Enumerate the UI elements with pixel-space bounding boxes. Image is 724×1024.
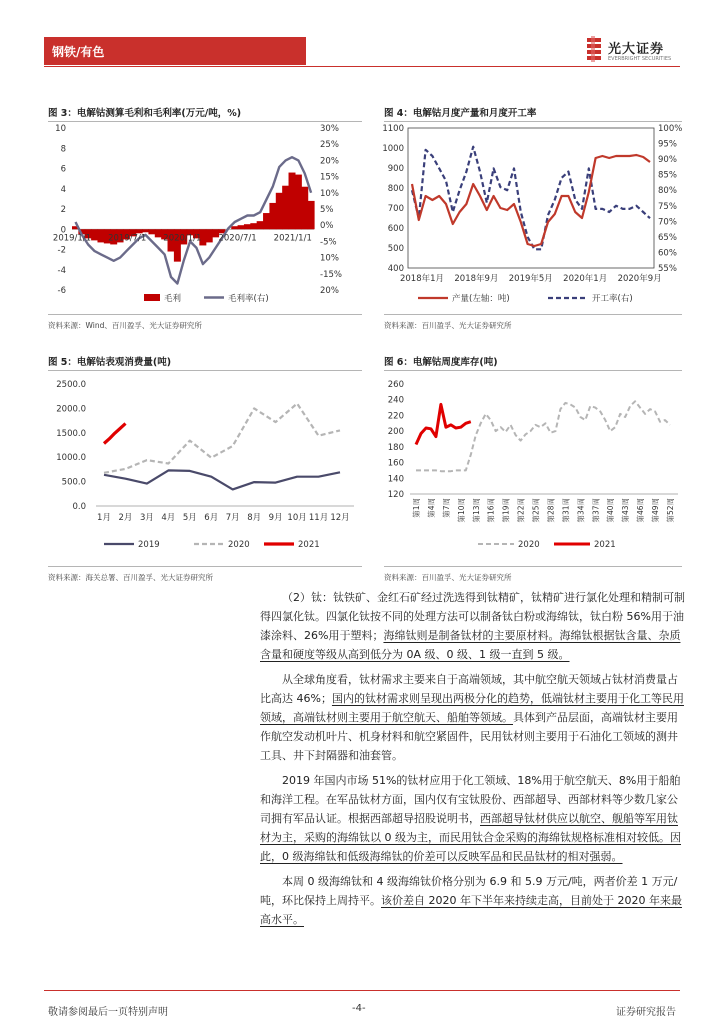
fig4-yright-tick: 80%: [658, 186, 677, 197]
fig6-x-tick: 第28周: [546, 498, 556, 523]
fig6-legend-2020-label: 2020: [518, 540, 540, 550]
fig3-source: 资料来源：Wind、百川盈孚、光大证券研究所: [48, 321, 202, 330]
fig3-bar: [282, 186, 289, 230]
fig6-y-tick: 160: [387, 458, 404, 469]
fig5-source: 资料来源：海关总署、百川盈孚、光大证券研究所: [48, 573, 213, 582]
fig5-legend-label: 2019: [138, 540, 160, 550]
p3-underlined: 西部超导钛材供应以航空、舰船等军用钛材为主，采购的海绵钛以 0 级为主，而民用钛合金采购的海绵钛规格标准相对较低。因此，0 级海绵钛和低级海绵钛的价差可以反映军品和民品钛材的相对强弱。: [260, 812, 681, 863]
fig3-yright-tick: 20%: [320, 286, 339, 296]
fig6-x-tick: 第31周: [561, 498, 571, 523]
fig6-x-tick: 第52周: [666, 498, 675, 523]
fig4-yleft-tick: 800: [387, 184, 404, 194]
fig4-yright-tick: 75%: [658, 201, 677, 212]
fig6-title: 图 6：电解钴周度库存(吨): [384, 357, 498, 368]
fig4-yleft-tick: 400: [387, 264, 404, 274]
fig5-y-tick: 0.0: [72, 502, 86, 512]
fig6-y-tick: 240: [387, 395, 404, 406]
header-rule: [44, 66, 680, 67]
p2-text: 从全球角度看，钛材需求主要来自于高端领域，其中航空航天领域占钛材消费量占比高达 46%；: [260, 673, 678, 705]
fig3-bar: [91, 229, 98, 240]
fig5-x-tick: 9月: [268, 513, 283, 523]
fig5-y-tick: 2000.0: [56, 404, 86, 415]
fig3-legend-bar-swatch: [144, 294, 160, 301]
fig3-x-tick: 2021/1/1: [273, 233, 312, 244]
fig3-yright-tick: 10%: [320, 188, 339, 199]
fig3-bar: [308, 201, 315, 229]
fig3-x-tick: 2020/1/1: [163, 233, 202, 244]
paragraph-domestic-market: [260, 771, 686, 866]
fig6-x-tick: 第40周: [606, 498, 616, 523]
section-title: 钢铁/有色: [52, 45, 105, 59]
fig5-y-tick: 2500.0: [56, 380, 86, 390]
fig3-yleft-tick: -2: [57, 245, 66, 256]
fig3-chart: [44, 122, 364, 308]
fig3-yright-tick: 10%: [320, 253, 339, 264]
fig4-output-line: [412, 155, 650, 246]
fig6-x-tick: 第46周: [636, 498, 646, 523]
fig6-x-tick: 第34周: [576, 498, 586, 523]
fig3-x-tick: 2019/7/1: [108, 233, 147, 244]
fig5-legend-label: 2021: [298, 540, 320, 550]
fig6-y-tick: 120: [387, 490, 404, 500]
footer-report-type: 证券研究报告: [616, 1007, 676, 1018]
fig3-yright-tick: 30%: [320, 124, 339, 134]
fig3-bar: [231, 226, 238, 229]
fig3-x-tick: 2019/1/1: [52, 233, 92, 244]
fig4-x-tick: 2018年1月: [399, 274, 445, 284]
fig3-yright-tick: 25%: [320, 140, 339, 151]
fig4-yleft-tick: 700: [387, 204, 404, 214]
fig6-x-tick: 第49周: [651, 498, 661, 523]
fig5-chart: [44, 372, 364, 558]
fig6-x-tick: 第43周: [621, 498, 631, 523]
fig6-x-tick: 第1周: [412, 498, 421, 518]
paragraph-global-demand: [260, 670, 686, 765]
fig6-bottom-rule: [384, 566, 682, 567]
fig3-yright-tick: 0%: [320, 221, 334, 232]
fig4-x-tick: 2018年9月: [454, 274, 499, 284]
fig3-x-tick: 2020/7/1: [218, 233, 257, 244]
fig3-bar: [257, 221, 264, 229]
fig5-title: 图 5：电解钴表观消费量(吨): [48, 357, 172, 368]
fig5-x-tick: 11月: [308, 513, 329, 523]
brand-name: 光大证券: [608, 42, 665, 57]
fig6-y-tick: 200: [387, 427, 404, 438]
fig6-line-2021: [416, 404, 471, 444]
fig5-title-rule: [48, 370, 362, 371]
p2-text-tail: 具体到产品层面，高端钛材主要用作航空发动机叶片、机身材料和航空紧固件，民用钛材则主要用于石油化工领域的测井工具、井下封隔器和油套管。: [260, 711, 678, 762]
fig3-yleft-tick: -6: [57, 286, 66, 296]
fig4-yright-tick: 55%: [658, 264, 677, 274]
fig3-yright-tick: 5%: [320, 205, 334, 215]
fig4-chart: [378, 122, 684, 308]
fig5-x-tick: 2月: [118, 513, 133, 523]
fig4-legend-output-label: 产量(左轴：吨): [452, 294, 510, 304]
paragraph-titanium-intro: [260, 588, 686, 664]
fig6-x-tick: 第25周: [531, 498, 541, 523]
p4-underlined: 该价差自 2020 年下半年来持续走高，目前处于 2020 年来最高水平。: [260, 894, 682, 926]
fig6-x-tick: 第4周: [426, 498, 436, 518]
fig6-x-tick: 第7周: [441, 498, 451, 518]
fig3-yright-tick: -15%: [320, 269, 342, 280]
fig6-x-tick: 第19周: [501, 498, 511, 523]
fig3-yright-tick: -5%: [320, 237, 337, 248]
fig4-yright-tick: 95%: [658, 139, 677, 150]
fig5-x-tick: 5月: [182, 513, 197, 523]
footer-disclaimer: 敬请参阅最后一页特别声明: [48, 1007, 168, 1018]
fig3-yleft-tick: -4: [57, 265, 66, 276]
fig5-x-tick: 8月: [247, 513, 262, 523]
fig4-yright-tick: 100%: [658, 124, 683, 134]
fig5-x-tick: 4月: [161, 513, 176, 523]
fig3-bar: [301, 187, 308, 230]
fig6-y-tick: 140: [387, 474, 404, 485]
fig3-yleft-tick: 6: [60, 164, 66, 175]
fig4-bottom-rule: [384, 314, 682, 315]
fig5-line-2020: [104, 404, 340, 473]
fig3-yright-tick: 15%: [320, 172, 339, 183]
fig3-yleft-tick: 0: [60, 225, 66, 236]
fig3-bar: [244, 224, 251, 229]
fig6-x-tick: 第10周: [456, 498, 466, 523]
fig5-bottom-rule: [48, 566, 362, 567]
fig6-chart: [378, 372, 684, 558]
fig3-bar: [142, 229, 149, 232]
fig6-source: 资料来源：百川盈孚、光大证券研究所: [384, 573, 512, 582]
fig5-x-tick: 7月: [225, 513, 240, 523]
fig5-legend-label: 2020: [228, 540, 250, 550]
fig3-yleft-tick: 4: [60, 184, 66, 195]
fig5-line-2021: [104, 424, 126, 444]
fig3-yleft-tick: 10: [55, 124, 66, 134]
fig3-bar: [289, 173, 296, 230]
fig4-yright-tick: 85%: [658, 170, 677, 181]
fig3-bottom-rule: [48, 314, 362, 315]
fig6-line-2020: [416, 401, 670, 471]
fig4-source: 资料来源：百川盈孚、光大证券研究所: [384, 321, 512, 330]
fig3-bar: [148, 229, 155, 234]
p4-text: 本周 0 级海绵钛和 4 级海绵钛价格分别为 6.9 和 5.9 万元/吨，两者价差 1 万元/吨，环比保持上周持平。: [260, 875, 678, 907]
fig4-x-tick: 2020年1月: [563, 274, 608, 284]
fig5-line-2019: [104, 470, 340, 489]
fig3-bar: [238, 225, 245, 229]
fig4-yleft-tick: 900: [387, 164, 404, 174]
fig4-x-tick: 2019年5月: [508, 274, 553, 284]
fig3-bar: [263, 213, 270, 229]
fig4-yleft-tick: 1000: [382, 144, 404, 154]
fig5-x-tick: 6月: [204, 513, 219, 523]
fig3-yleft-tick: 2: [60, 205, 66, 215]
fig5-y-tick: 500.0: [61, 477, 86, 488]
fig4-rate-line: [412, 147, 650, 250]
fig3-bar: [155, 229, 162, 237]
fig5-x-tick: 3月: [139, 513, 154, 523]
body-text: [260, 588, 686, 929]
fig4-plot-frame: [408, 128, 654, 268]
fig6-x-tick: 第22周: [516, 498, 526, 523]
fig6-title-rule: [384, 370, 682, 371]
fig3-bar: [250, 223, 257, 229]
fig3-legend-bar-label: 毛利: [164, 294, 182, 304]
fig4-yleft-tick: 600: [387, 224, 404, 234]
page-number: -4-: [352, 1003, 366, 1014]
fig3-bar: [206, 229, 213, 242]
fig4-yright-tick: 70%: [658, 217, 677, 228]
fig6-x-tick: 第13周: [471, 498, 481, 523]
fig4-yright-tick: 65%: [658, 232, 677, 243]
fig3-bar: [269, 203, 276, 229]
fig5-x-tick: 1月: [97, 513, 111, 523]
fig6-y-tick: 260: [387, 380, 404, 390]
fig6-y-tick: 220: [387, 411, 404, 422]
fig6-x-tick: 第16周: [486, 498, 496, 523]
footer-rule: [44, 990, 680, 991]
fig3-bar: [97, 229, 104, 242]
fig4-legend-rate-label: 开工率(右): [592, 294, 633, 304]
brand-subtitle: EVERBRIGHT SECURITIES: [608, 56, 672, 62]
fig3-bar: [276, 193, 283, 229]
fig3-yleft-tick: 8: [60, 144, 66, 155]
p1-underlined: 海绵钛则是制备钛材的主要原材料。海绵钛根据钛含量、杂质含量和硬度等级从高到低分为 0A 级、0 级、1 级一直到 5 级。: [260, 629, 681, 661]
fig3-legend-line-label: 毛利率(右): [228, 294, 269, 304]
fig3-title: 图 3：电解钴测算毛利和毛利率(万元/吨，%): [48, 108, 242, 119]
fig5-y-tick: 1500.0: [56, 428, 86, 439]
fig4-title: 图 4：电解钴月度产量和月度开工率: [384, 108, 537, 119]
p3-text: 2019 年国内市场 51%的钛材应用于化工领域、18%用于航空航天、8%用于船舶和海洋工程。在军品钛材方面，国内仅有宝钛股份、西部超导、西部材料等少数几家公司拥有军品认证。根据西部超导招股说明书，: [260, 774, 681, 825]
fig4-yright-tick: 60%: [658, 248, 677, 259]
fig4-yright-tick: 90%: [658, 155, 677, 166]
fig3-yright-tick: 20%: [320, 156, 339, 167]
fig6-y-tick: 180: [387, 442, 404, 453]
fig5-y-tick: 1000.0: [56, 453, 86, 464]
fig6-legend-2021-label: 2021: [594, 540, 616, 550]
p2-underlined: 国内的钛材需求则呈现出两极分化的趋势，低端钛材主要用于化工等民用领域，高端钛材则主要用于航空航天、船舶等领域。: [260, 692, 684, 724]
fig6-x-tick: 第37周: [591, 498, 601, 523]
fig4-yleft-tick: 1100: [382, 124, 404, 134]
fig5-x-tick: 10月: [287, 513, 307, 523]
paragraph-weekly-price: [260, 872, 686, 929]
fig4-yleft-tick: 500: [387, 244, 404, 254]
fig5-x-tick: 12月: [330, 513, 350, 523]
fig3-bar: [295, 175, 302, 230]
p1-text: （2）钛：钛铁矿、金红石矿经过洗选得到钛精矿，钛精矿进行氯化处理和精制可制得四氯化钛。四氯化钛按不同的处理方法可以制备钛白粉或海绵钛，钛白粉 56%用于油漆涂料、26%用于塑料；: [260, 591, 685, 642]
fig4-x-tick: 2020年9月: [617, 274, 662, 284]
